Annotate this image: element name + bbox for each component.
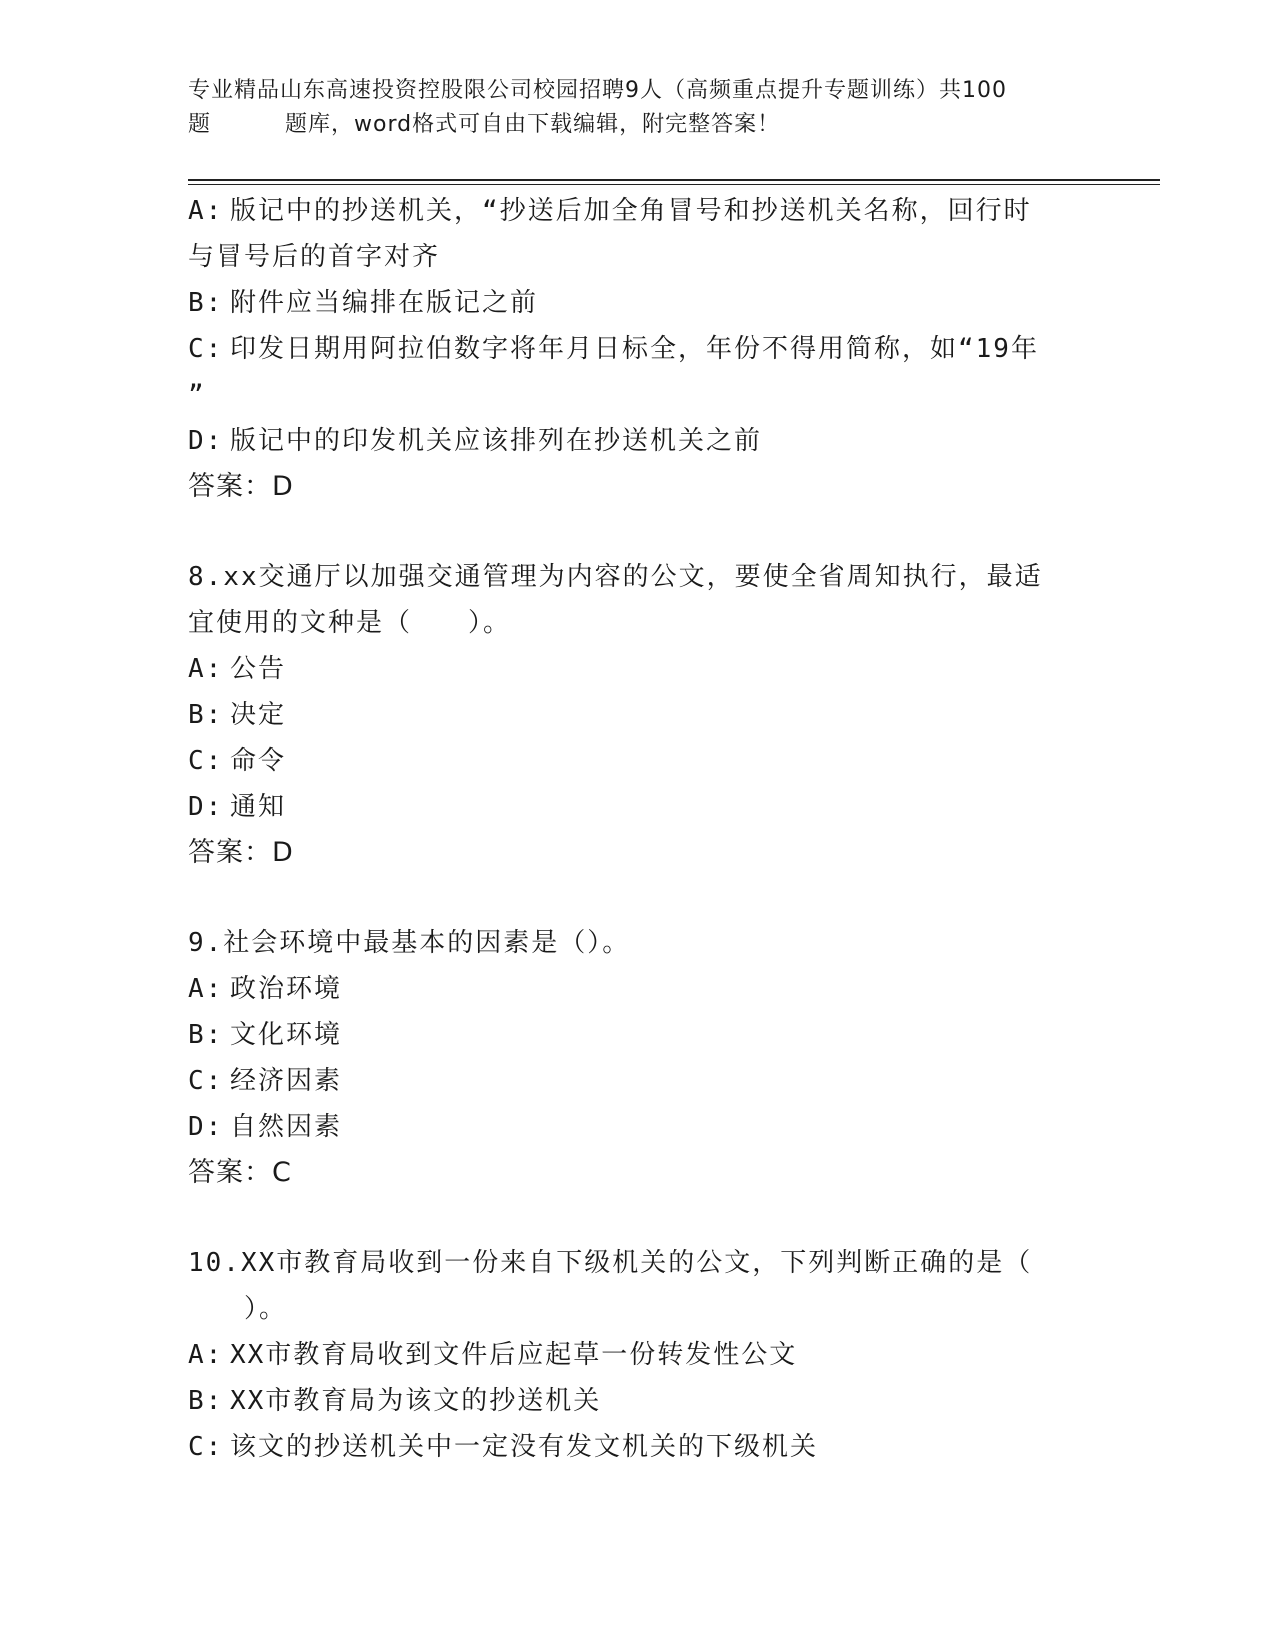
answer: 答案：D bbox=[188, 837, 294, 868]
header-title-line1: 专业精品山东高速投资控股限公司校园招聘9人（高频重点提升专题训练）共100 bbox=[188, 78, 1007, 103]
option-c-continued: ” bbox=[188, 380, 206, 410]
option-a-continued: 与冒号后的首字对齐 bbox=[188, 242, 441, 272]
question-8 bbox=[188, 554, 1088, 876]
answer: 答案：D bbox=[188, 471, 294, 502]
option-a: A: XX市教育局收到文件后应起草一份转发性公文 bbox=[188, 1340, 798, 1370]
option-d: D: 通知 bbox=[188, 792, 287, 822]
header-line2-rest: 题库，word格式可自由下载编辑，附完整答案！ bbox=[285, 112, 781, 137]
header-title-line2 bbox=[188, 108, 1088, 142]
option-d: D: 自然因素 bbox=[188, 1112, 343, 1142]
question-content bbox=[188, 188, 1088, 1470]
option-c: C: 命令 bbox=[188, 746, 287, 776]
page-header bbox=[188, 74, 1088, 142]
option-d: D: 版记中的印发机关应该排列在抄送机关之前 bbox=[188, 426, 763, 456]
option-a: A: 版记中的抄送机关，“抄送后加全角冒号和抄送机关名称，回行时 bbox=[188, 196, 1032, 226]
option-c: C: 该文的抄送机关中一定没有发文机关的下级机关 bbox=[188, 1432, 819, 1462]
question-text-continued: ）。 bbox=[244, 1294, 288, 1324]
question-text: 9.社会环境中最基本的因素是（）。 bbox=[188, 928, 631, 958]
question-10 bbox=[188, 1240, 1088, 1470]
option-b: B: 文化环境 bbox=[188, 1020, 343, 1050]
option-b: B: 附件应当编排在版记之前 bbox=[188, 288, 539, 318]
header-line2-start: 题 bbox=[188, 112, 212, 137]
option-b: B: XX市教育局为该文的抄送机关 bbox=[188, 1386, 602, 1416]
option-b: B: 决定 bbox=[188, 700, 287, 730]
question-text: 10.XX市教育局收到一份来自下级机关的公文，下列判断正确的是（ bbox=[188, 1248, 1033, 1278]
question-9 bbox=[188, 920, 1088, 1196]
question-7 bbox=[188, 188, 1088, 510]
answer: 答案：C bbox=[188, 1157, 292, 1188]
option-a: A: 政治环境 bbox=[188, 974, 343, 1004]
question-text-continued: 宜使用的文种是（ ）。 bbox=[188, 608, 512, 638]
option-a: A: 公告 bbox=[188, 654, 287, 684]
option-c: C: 经济因素 bbox=[188, 1066, 343, 1096]
header-rule-thick bbox=[188, 179, 1160, 181]
question-text: 8.xx交通厅以加强交通管理为内容的公文，要使全省周知执行，最适 bbox=[188, 562, 1043, 592]
header-rule-thin bbox=[188, 184, 1160, 185]
option-c: C: 印发日期用阿拉伯数字将年月日标全，年份不得用简称，如“19年 bbox=[188, 334, 1039, 364]
